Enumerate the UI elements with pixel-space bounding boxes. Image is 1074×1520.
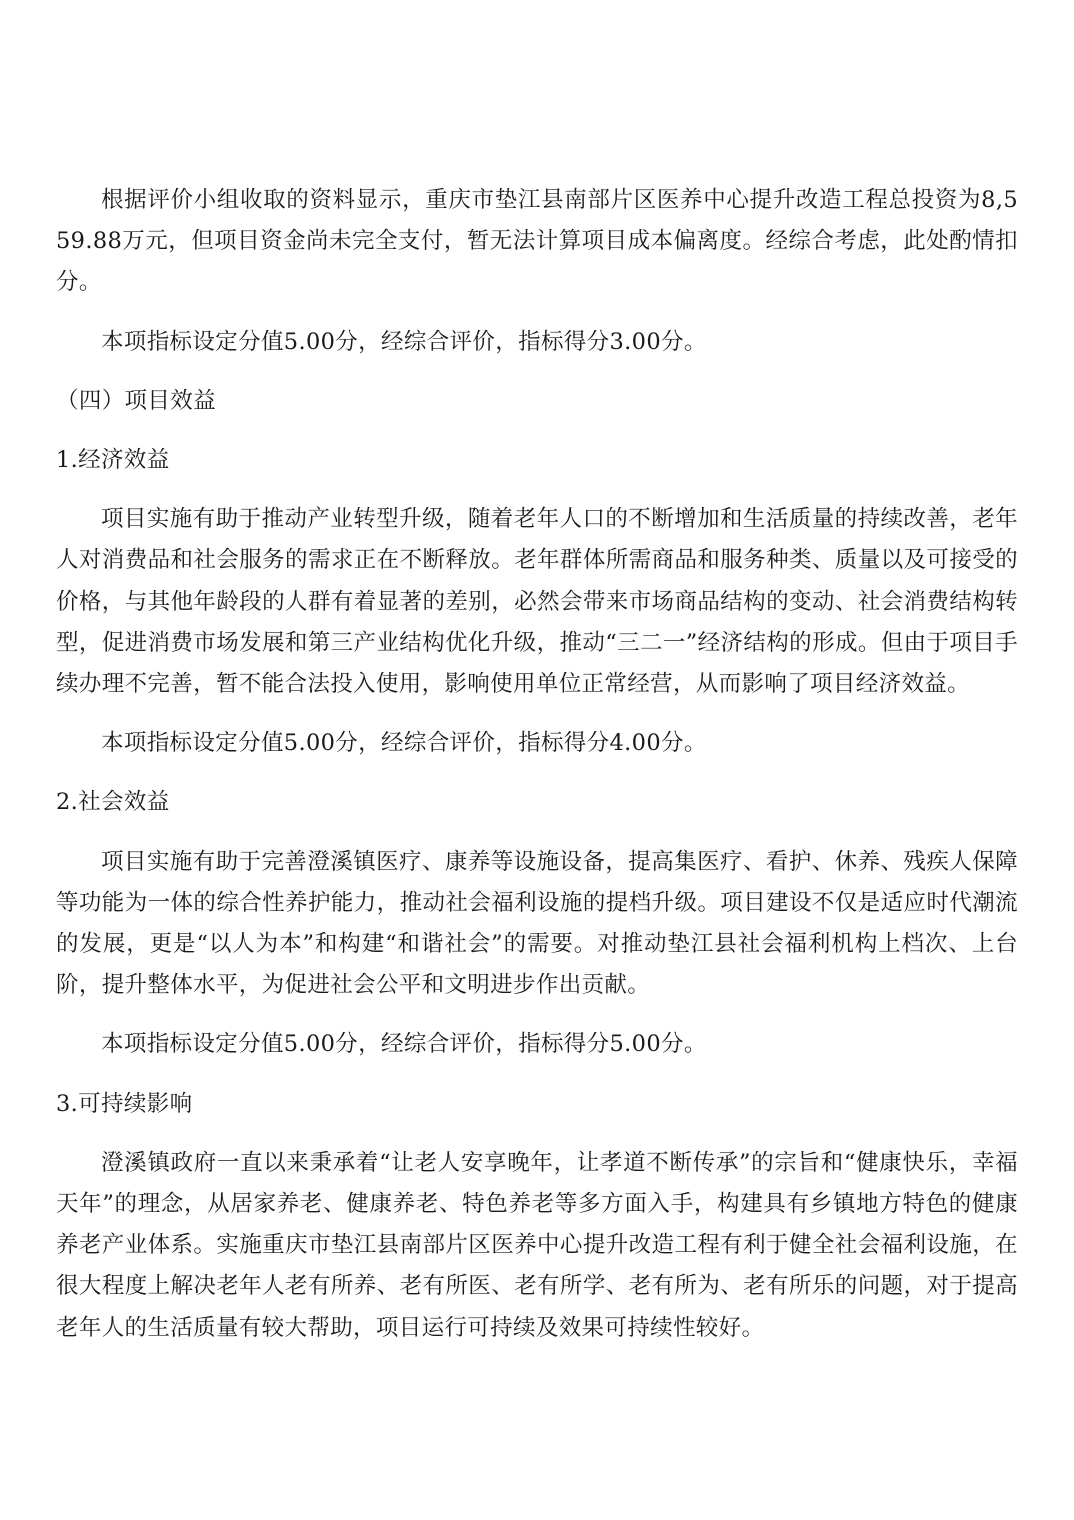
spacer (56, 304, 1018, 322)
spacer (56, 824, 1018, 842)
spacer (56, 1006, 1018, 1024)
subheading-economic-benefit: 1.经济效益 (56, 447, 170, 474)
sustainable-impact-paragraph: 澄溪镇政府一直以来秉承着“让老人安享晚年，让孝道不断传承”的宗旨和“健康快乐，幸福天年”的理念，从居家养老、健康养老、特色养老等多方面入手，构建具有乡镇地方特色的健康养老产业体系。实施重庆市垫江县南部片区医养中心提升改造工程有利于健全社会福利设施，在很大程度上解决老年人老有所养、老有所医、老有所学、老有所为、老有所乐的问题，对于提高老年人的生活质量有较大帮助，项目运行可持续及效果可持续性较好。 (56, 1149, 1018, 1341)
cost-paragraph: 根据评价小组收取的资料显示，重庆市垫江县南部片区医养中心提升改造工程总投资为8,559.88万元，但项目资金尚未完全支付，暂无法计算项目成本偏离度。经综合考虑，此处酌情扣分。 (56, 187, 1018, 296)
spacer (56, 764, 1018, 782)
section-heading-benefit: （四）项目效益 (56, 387, 216, 414)
social-score-line: 本项指标设定分值5.00分，经综合评价，指标得分5.00分。 (101, 1031, 707, 1058)
spacer (56, 1125, 1018, 1143)
economic-score-line: 本项指标设定分值5.00分，经综合评价，指标得分4.00分。 (101, 730, 707, 757)
subheading-social-benefit: 2.社会效益 (56, 789, 170, 816)
spacer (56, 705, 1018, 723)
spacer (56, 1066, 1018, 1084)
spacer (56, 422, 1018, 440)
cost-score-line: 本项指标设定分值5.00分，经综合评价，指标得分3.00分。 (101, 328, 707, 355)
spacer (56, 363, 1018, 381)
social-benefit-paragraph: 项目实施有助于完善澄溪镇医疗、康养等设施设备，提高集医疗、看护、休养、残疾人保障等功能为一体的综合性养护能力，推动社会福利设施的提档升级。项目建设不仅是适应时代潮流的发展，更是“以人为本”和构建“和谐社会”的需要。对推动垫江县社会福利机构上档次、上台阶，提升整体水平，为促进社会公平和文明进步作出贡献。 (56, 848, 1018, 999)
subheading-sustainable-impact: 3.可持续影响 (56, 1090, 193, 1117)
document-body (56, 180, 1018, 1349)
spacer (56, 481, 1018, 499)
economic-benefit-paragraph: 项目实施有助于推动产业转型升级，随着老年人口的不断增加和生活质量的持续改善，老年人对消费品和社会服务的需求正在不断释放。老年群体所需商品和服务种类、质量以及可接受的价格，与其他年龄段的人群有着显著的差别，必然会带来市场商品结构的变动、社会消费结构转型，促进消费市场发展和第三产业结构优化升级，推动“三二一”经济结构的形成。但由于项目手续办理不完善，暂不能合法投入使用，影响使用单位正常经营，从而影响了项目经济效益。 (56, 506, 1018, 698)
